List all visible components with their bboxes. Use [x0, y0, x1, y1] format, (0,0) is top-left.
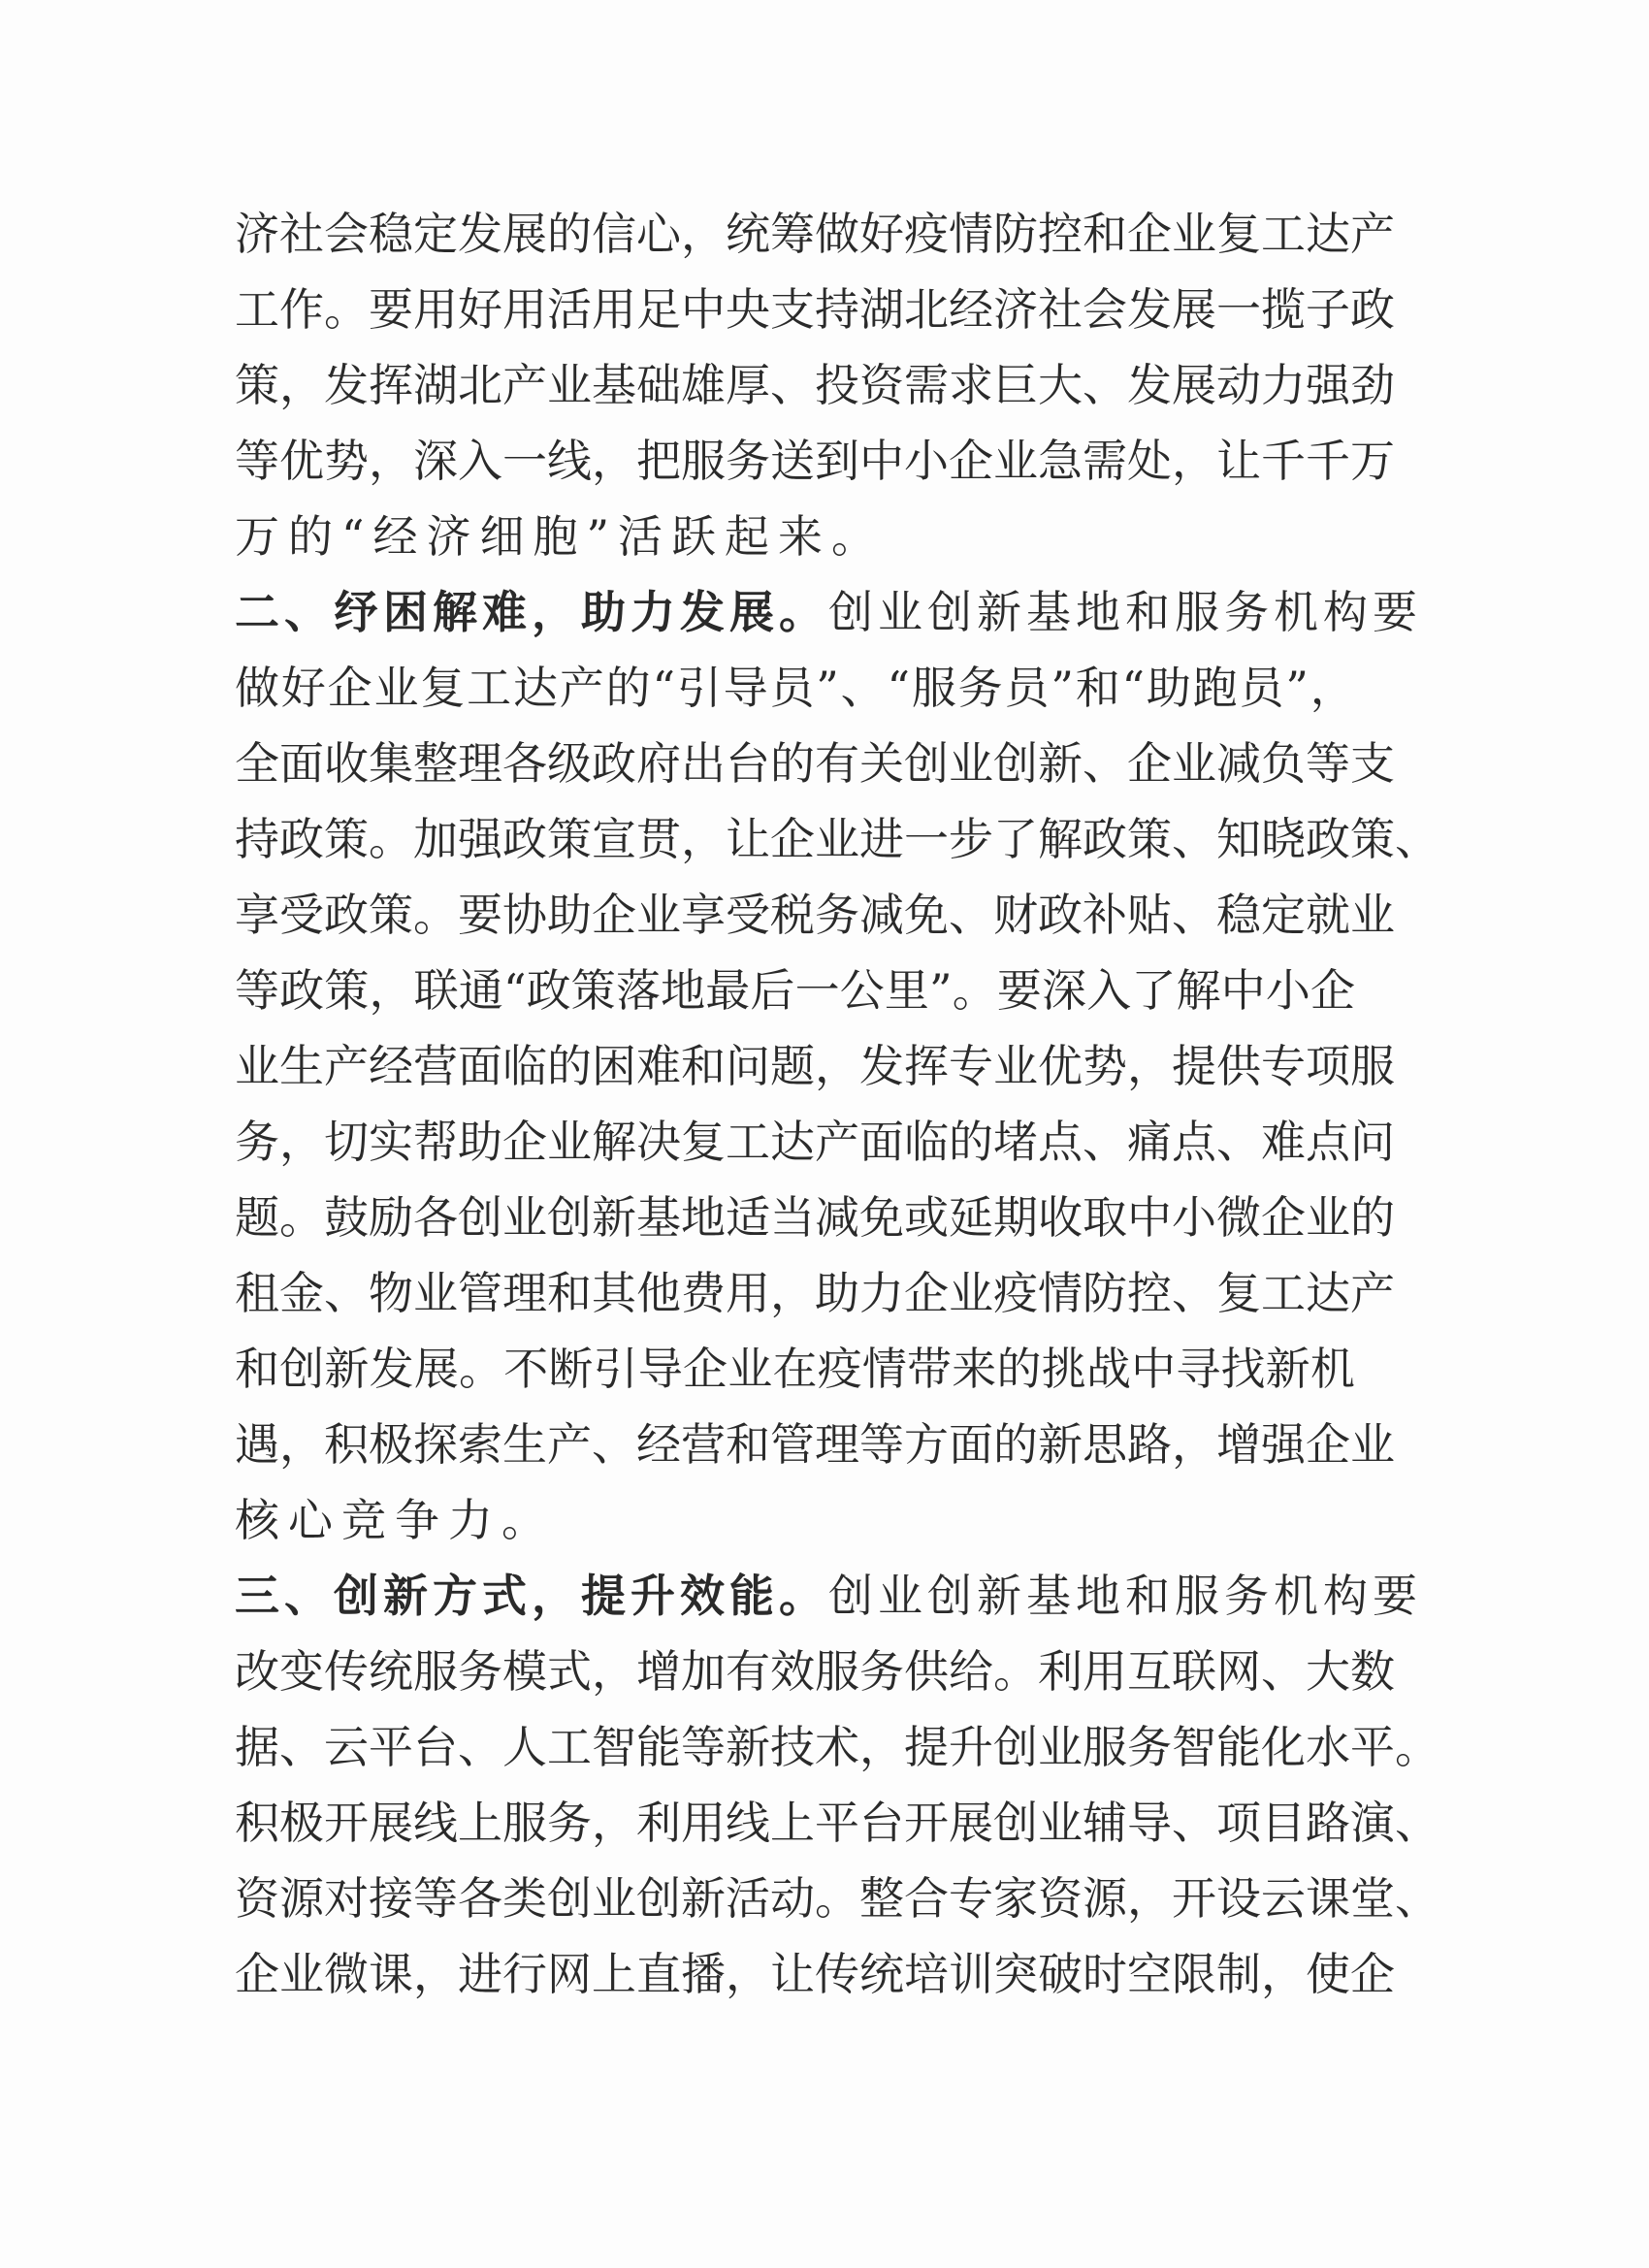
- paragraph-1-line: 工 作 。 要 用 好 用 活 用 足 中 央 支 持 湖 北 经 济 社 会 发 展 一 揽 子 政: [235, 283, 1395, 336]
- paragraph-2-line: 持 政 策 。 加 强 政 策 宣 贯 ， 让 企 业 进 一 步 了 解 政 策 、 知 晓 政 策 、: [235, 813, 1439, 865]
- paragraph-2-line: 核心竞争力。: [235, 1494, 555, 1546]
- section-heading-2: 二、纾困解难，助力发展。: [235, 586, 828, 638]
- paragraph-2-line: 遇 ， 积 极 探 索 生 产 、 经 营 和 管 理 等 方 面 的 新 思 路 ， 增 强 企 业: [235, 1418, 1395, 1471]
- paragraph-2-line: 享 受 政 策 。 要 协 助 企 业 享 受 税 务 减 免 、 财 政 补 贴 、 稳 定 就 业: [235, 889, 1395, 941]
- paragraph-3-line: 积 极 开 展 线 上 服 务 ， 利 用 线 上 平 台 开 展 创 业 辅 导 、 项 目 路 演 、: [235, 1797, 1439, 1849]
- paragraph-3-line: 改 变 传 统 服 务 模 式 ， 增 加 有 效 服 务 供 给 。 利 用 互 联 网 、 大 数: [235, 1645, 1395, 1698]
- section-heading-3: 三、创新方式，提升效能。: [235, 1570, 828, 1622]
- paragraph-1-line: 等 优 势 ， 深 入 一 线 ， 把 服 务 送 到 中 小 企 业 急 需 处 ， 让 千 千 万: [235, 435, 1395, 487]
- paragraph-2-first-line: [235, 574, 1422, 650]
- paragraph-2-line: 做 好 企 业 复 工 达 产 的 “ 引 导 员 ” 、 “ 服 务 员 ” 和 “ 助 跑 员 ” ，: [235, 662, 1355, 714]
- paragraph-2-line: 业 生 产 经 营 面 临 的 困 难 和 问 题 ， 发 挥 专 业 优 势 ， 提 供 专 项 服: [235, 1040, 1395, 1092]
- paragraph-2-line: 等 政 策 ， 联 通 “ 政 策 落 地 最 后 一 公 里 ” 。 要 深 入 了 解 中 小 企: [235, 964, 1355, 1017]
- paragraph-2-line: 全 面 收 集 整 理 各 级 政 府 出 台 的 有 关 创 业 创 新 、 企 业 减 负 等 支: [235, 737, 1395, 790]
- document-body: [235, 196, 1439, 2012]
- paragraph-3-first-line: [235, 1558, 1422, 1634]
- paragraph-2-line: 租 金 、 物 业 管 理 和 其 他 费 用 ， 助 力 企 业 疫 情 防 控 、 复 工 达 产: [235, 1267, 1395, 1319]
- paragraph-3-line: 据 、 云 平 台 、 人 工 智 能 等 新 技 术 ， 提 升 创 业 服 务 智 能 化 水 平 。: [235, 1721, 1439, 1773]
- paragraph-2-line: 和 创 新 发 展 。 不 断 引 导 企 业 在 疫 情 带 来 的 挑 战 中 寻 找 新 机: [235, 1343, 1355, 1395]
- paragraph-3-line: 企 业 微 课 ， 进 行 网 上 直 播 ， 让 传 统 培 训 突 破 时 空 限 制 ， 使 企: [235, 1948, 1395, 2000]
- paragraph-3-first-line-text: 创业创新基地和服务机构要: [828, 1570, 1422, 1622]
- paragraph-1-line: 万的“经济细胞”活跃起来。: [235, 510, 886, 563]
- paragraph-3-line: 资 源 对 接 等 各 类 创 业 创 新 活 动 。 整 合 专 家 资 源 ， 开 设 云 课 堂 、: [235, 1872, 1439, 1925]
- paragraph-1-line: 策 ， 发 挥 湖 北 产 业 基 础 雄 厚 、 投 资 需 求 巨 大 、 发 展 动 力 强 劲: [235, 359, 1395, 411]
- paragraph-1-line: 济 社 会 稳 定 发 展 的 信 心 ， 统 筹 做 好 疫 情 防 控 和 企 业 复 工 达 产: [235, 208, 1395, 260]
- paragraph-2-line: 务 ， 切 实 帮 助 企 业 解 决 复 工 达 产 面 临 的 堵 点 、 痛 点 、 难 点 问: [235, 1116, 1395, 1168]
- paragraph-2-line: 题 。 鼓 励 各 创 业 创 新 基 地 适 当 减 免 或 延 期 收 取 中 小 微 企 业 的: [235, 1191, 1395, 1244]
- paragraph-2-first-line-text: 创业创新基地和服务机构要: [828, 586, 1422, 638]
